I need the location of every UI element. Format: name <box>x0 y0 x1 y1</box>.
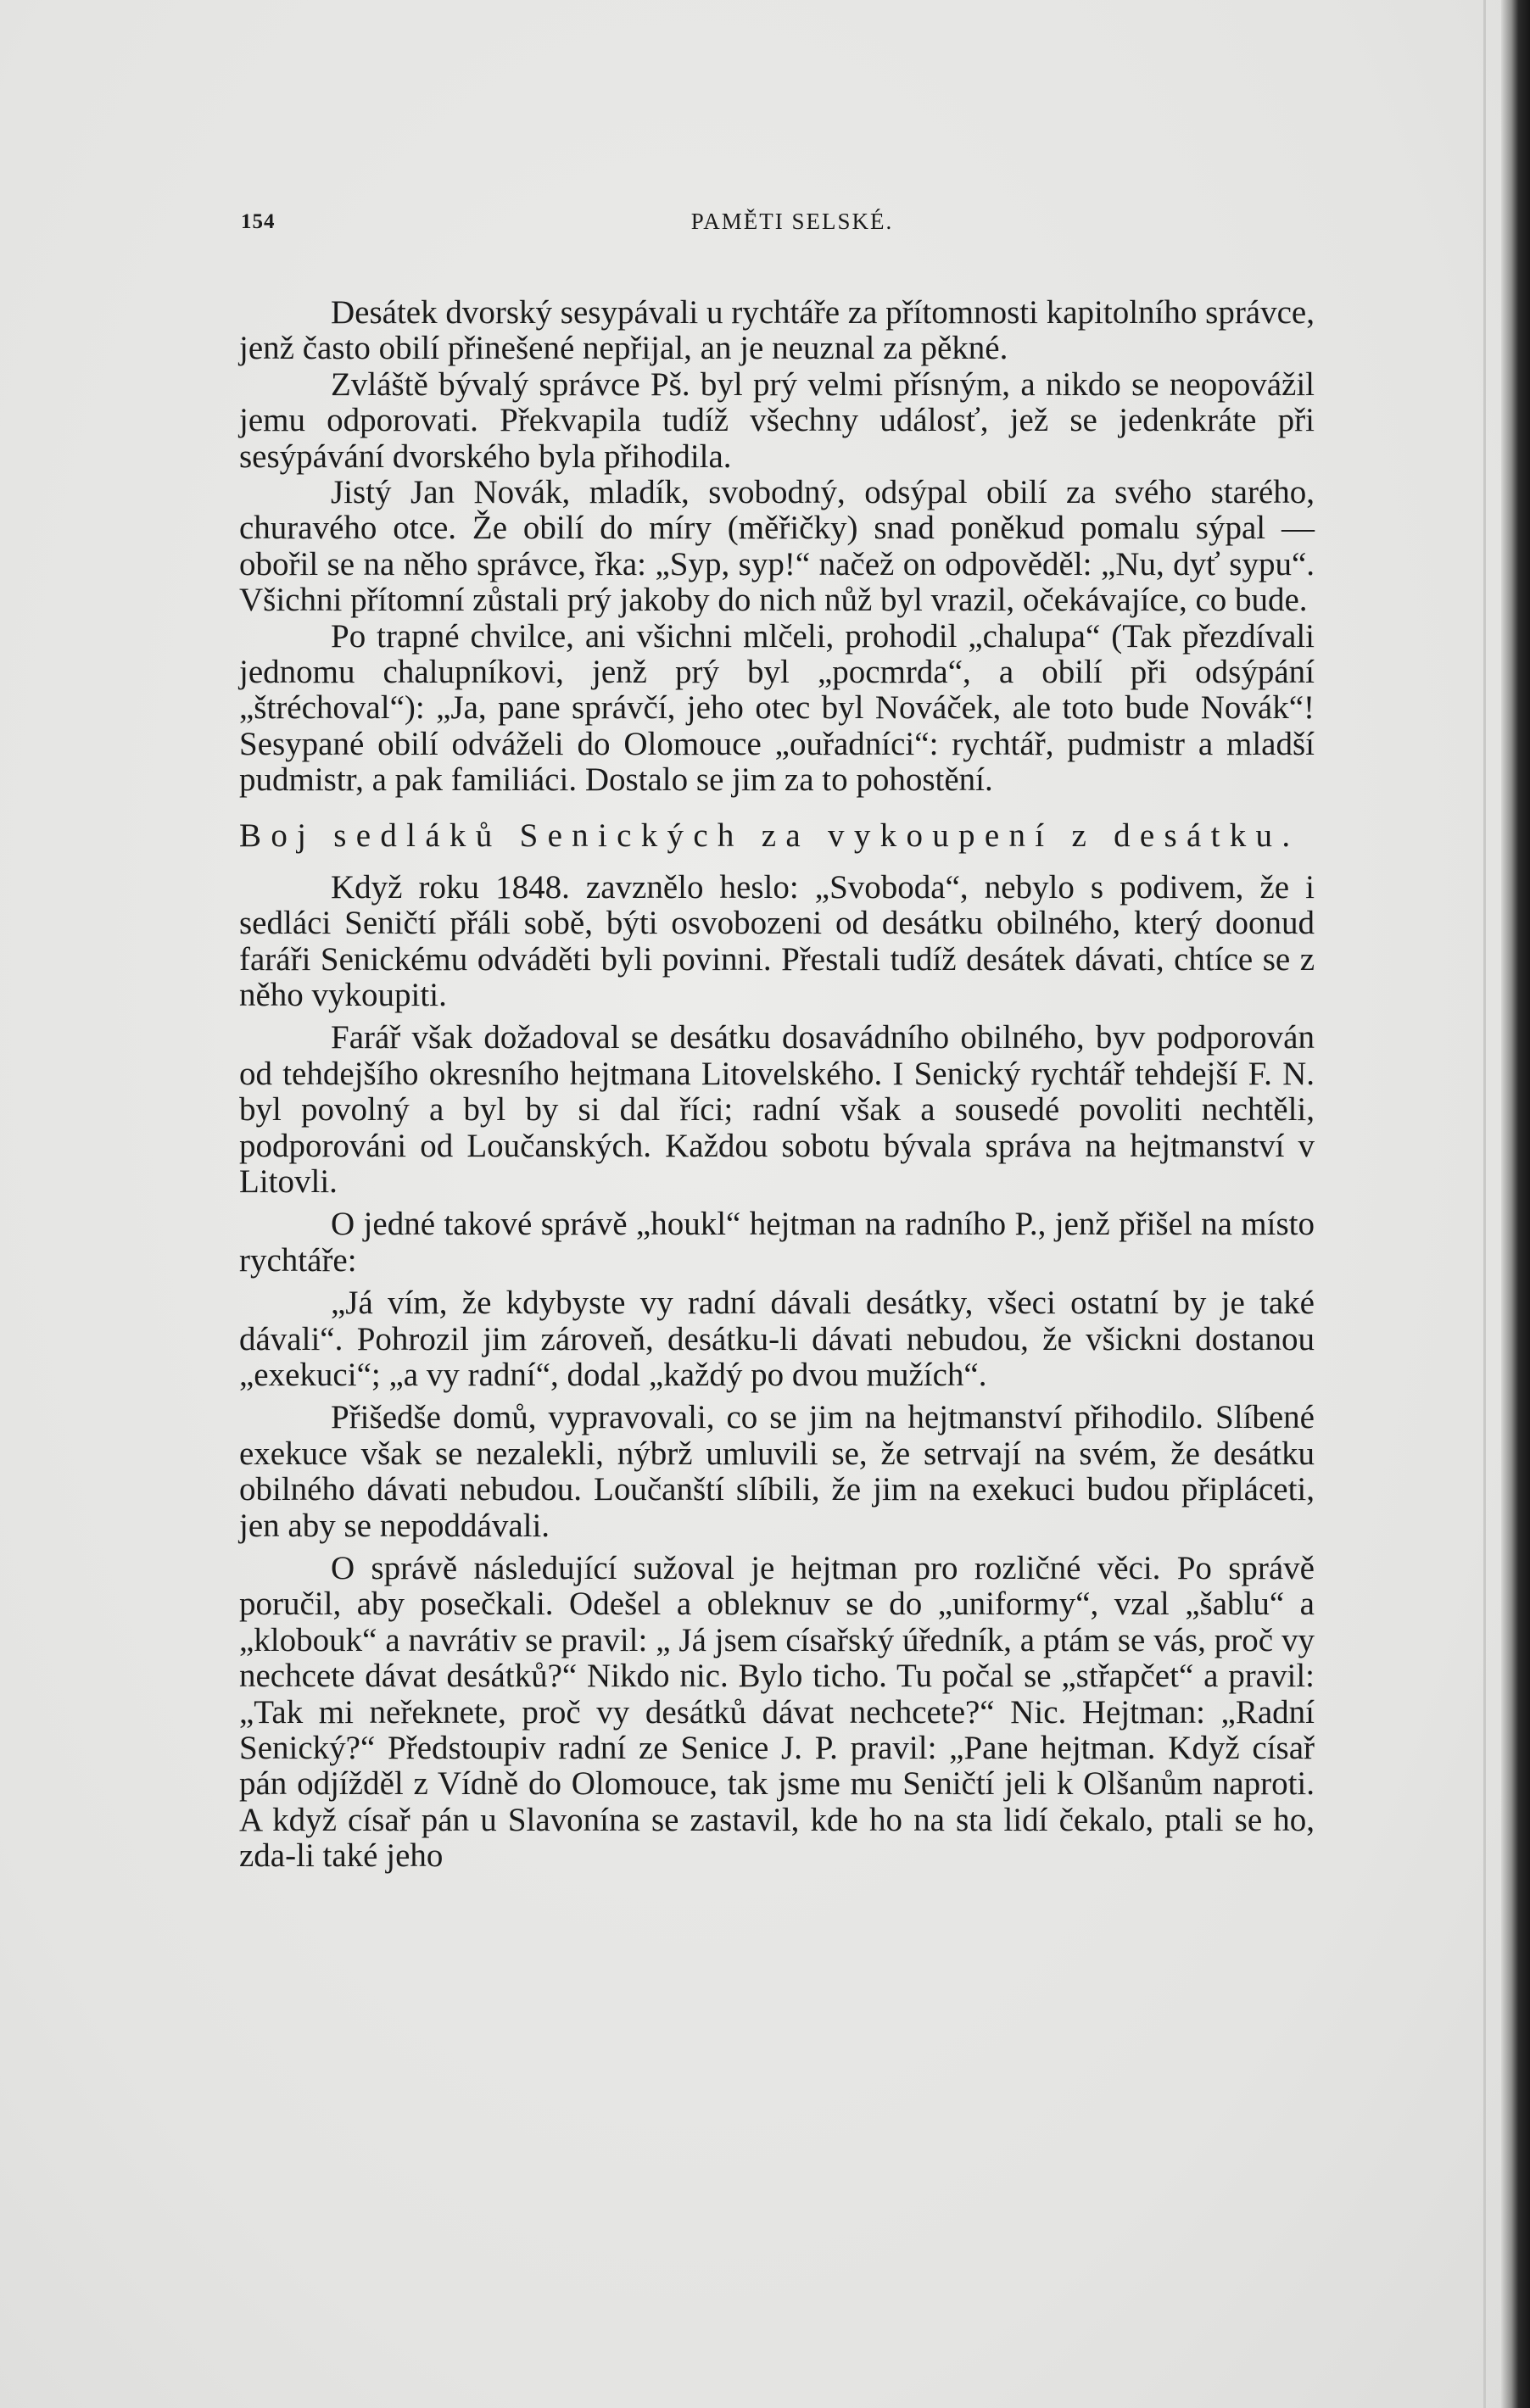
section-paragraph-2: Farář však dožadoval se desátku dosavádního obilného, byv podporován od tehdejšího okresního hejtmana Litovelského. I Senický rychtář tehdejší F. N. byl povolný a byl by si dal říci; radní však a sousedé povoliti nechtěli, podporováni od Loučanských. Každou sobotu bývala správa na hejtmanství v Litovli. <box>239 1019 1315 1200</box>
scan-edge-shadow <box>1501 0 1530 2408</box>
paragraph-4: Po trapné chvilce, ani všichni mlčeli, prohodil „chalupa“ (Tak přezdívali jednomu chalupníkovi, jenž prý byl „pocmrda“, a obilí při odsýpání „štréchoval“): „Ja, pane správčí, jeho otec byl Nováček, ale toto bude Novák“! Sesypané obilí odváželi do Olomouce „ouřadníci“: rychtář, pudmistr a mladší pudmistr, a pak familiáci. Dostalo se jim za to pohostění. <box>239 617 1315 799</box>
running-title: PAMĚTI SELSKÉ. <box>690 209 894 234</box>
section-paragraph-4: „Já vím, že kdybyste vy radní dávali desátky, všeci ostatní by je také dávali“. Pohrozil jim zároveň, desátku-li dávati nebudou, že všickni dostanou „exekuci“; „a vy radní“, dodal „každý po dvou mužích“. <box>239 1285 1315 1393</box>
section-paragraph-1: Když roku 1848. zavznělo heslo: „Svoboda“, nebylo s podivem, že i sedláci Seničtí přáli sobě, býti osvobozeni od desátku obilného, který doonud faráři Senickému odváděti byli povinni. Přestali tudíž desátek dávati, chtíce se z něho vykoupiti. <box>239 868 1315 1013</box>
paragraph-2: Zvláště bývalý správce Pš. byl prý velmi přísným, a nikdo se neopovážil jemu odporovati. Překvapila tudíž všechny událosť, jež se jedenkráte při sesýpávání dvorského byla přihodila. <box>239 365 1315 475</box>
body-text <box>239 295 1315 1875</box>
section-paragraph-3: O jedné takové správě „houkl“ hejtman na radního P., jenž přišel na místo rychtáře: <box>239 1206 1315 1279</box>
paragraph-3: Jistý Jan Novák, mladík, svobodný, odsýpal obilí za svého starého, churavého otce. Že obilí do míry (měřičky) snad poněkud pomalu sýpal — obořil se na něho správce, řka: „Syp, syp!“ načež on odpověděl: „Nu, dyť sypu“. Všichni přítomní zůstali prý jakoby do nich nůž byl vrazil, očekávajíce, co bude. <box>239 474 1315 619</box>
page-number: 154 <box>241 210 276 233</box>
section-heading: Boj sedláků Senických za vykoupení z desátku. <box>239 817 1300 854</box>
page-header <box>241 207 1318 241</box>
paragraph-1: Desátek dvorský sesypávali u rychtáře za přítomnosti kapitolního správce, jenž často obilí přinešené nepřijal, an je neuznal za pěkné. <box>239 294 1315 367</box>
page-edge-line <box>1483 0 1486 2408</box>
section-paragraph-5: Přišedše domů, vypravovali, co se jim na hejtmanství přihodilo. Slíbené exekuce však se nezalekli, nýbrž umluvili se, že setrvají na svém, že desátku obilného dávati nebudou. Loučanští slíbili, že jim na exekuci budou připláceti, jen aby se nepoddávali. <box>239 1399 1315 1544</box>
section-paragraph-6: O správě následující sužoval je hejtman pro rozličné věci. Po správě poručil, aby posečkali. Odešel a obleknuv se do „uniformy“, vzal „šablu“ a „klobouk“ a navrátiv se pravil: „ Já jsem císařský úředník, a ptám se vás, proč vy nechcete dávat desátků?“ Nikdo nic. Bylo ticho. Tu počal se „střapčet“ a pravil: „Tak mi neřeknete, proč vy desátků dávat nechcete?“ Nic. Hejtman: „Radní Senický?“ Předstoupiv radní ze Senice J. P. pravil: „Pane hejtman. Když císař pán odjížděl z Vídně do Olomouce, tak jsme mu Seničtí jeli k Olšanům naproti. A když císař pán u Slavonína se zastavil, kde ho na sta lidí čekalo, ptali se ho, zda-li také jeho <box>239 1550 1315 1875</box>
